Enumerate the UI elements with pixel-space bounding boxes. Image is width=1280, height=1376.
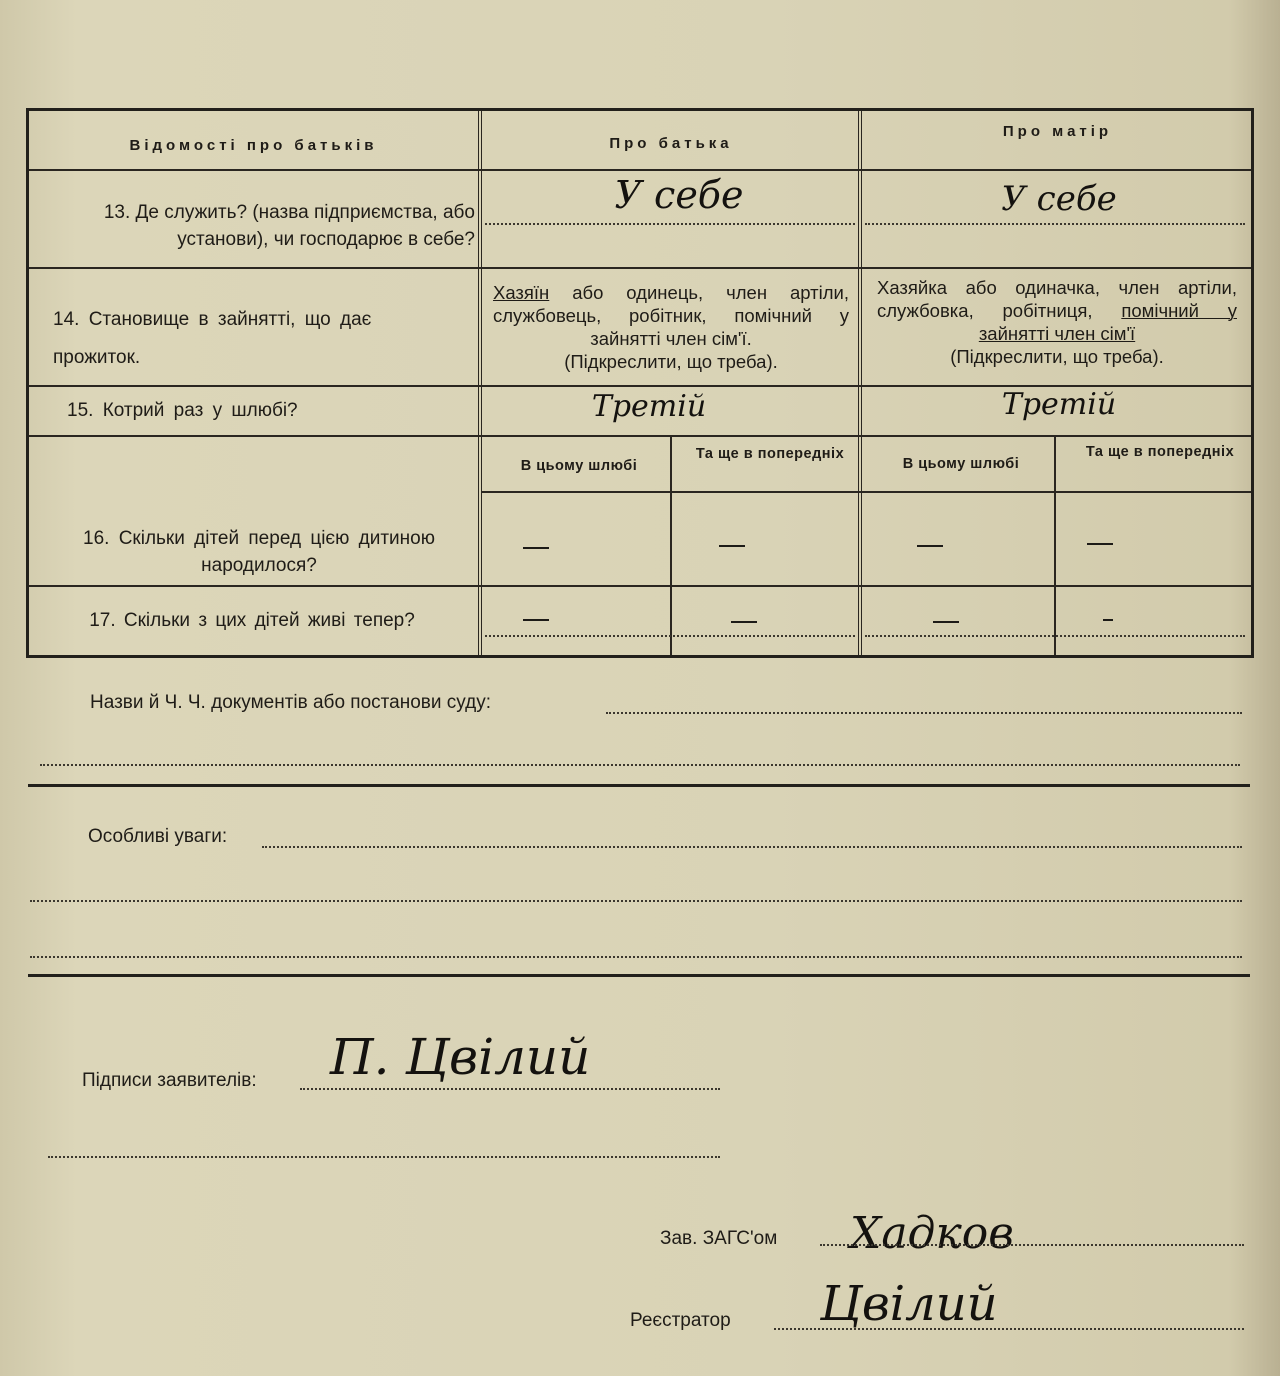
remarks-label: Особливі уваги: [88,826,228,847]
head-label: Зав. ЗАГС'ом [660,1228,778,1249]
row17-question: 17. Скільки з цих дітей живі тепер? [89,610,415,631]
row16-mother-previous: Та ще в попередніх [1085,444,1235,460]
header-parents-info: Відомості про батьків [129,137,378,154]
row16-mother-this-marriage: В цьому шлюбі [902,456,1020,472]
row14-mother-marked: помічний у зайнятті член сім'ї [978,300,1237,344]
row16-father-this-dash [523,547,549,549]
row13-mother-answer: У себе [1001,179,1117,219]
row16-father-previous: Та ще в попередніх [695,446,845,462]
row14-father-marked: Хазяїн [493,282,550,303]
registrar-signature: Цвілий [820,1276,998,1332]
row15-mother-answer: Третій [1001,387,1117,422]
row14-father-note: (Підкреслити, що треба). [564,351,778,372]
row17-mother-this-dash [933,621,959,623]
row16-father-this-marriage: В цьому шлюбі [520,458,638,474]
registrar-label: Реєстратор [630,1310,731,1331]
applicants-signatures-label: Підписи заявителів: [82,1070,257,1091]
row13-question: 13. Де служить? (назва підприємства, або установи), чи господарює в себе? [103,202,475,250]
row14-question: 14. Становище в зайнятті, що дає прожиток. [53,309,372,368]
row16-father-prev-dash [719,545,745,547]
documents-label: Назви й Ч. Ч. документів або постанови суду: [90,692,491,713]
row15-father-answer: Третій [591,389,707,424]
row15-question: 15. Котрий раз у шлюбі? [67,400,298,421]
applicants-signature: П. Цвілий [330,1028,591,1086]
row14-mother-note: (Підкреслити, що треба). [950,346,1164,367]
head-signature: Хадков [850,1208,1014,1259]
row17-father-this-dash [523,619,549,621]
row17-father-prev-dash [731,621,757,623]
header-father: Про батька [609,135,733,152]
header-mother: Про матір [1002,123,1113,140]
row16-question: 16. Скільки дітей перед цією дитиною народилося? [83,528,435,576]
row16-mother-prev-dash [1087,543,1113,545]
parents-info-table [26,108,1254,658]
row14-mother-options: Хазяйка або одиначка, член артіли, службовка, робітниця, помічний у зайнятті член сім'ї (Підкреслити, що треба). [877,277,1237,367]
row17-mother-prev-dash [1103,619,1113,621]
row14-father-options: Хазяїн або одинець, член артіли, службовець, робітник, помічний у зайнятті член сім'ї. (Підкреслити, що треба). [493,282,849,372]
row16-mother-this-dash [917,545,943,547]
row13-father-answer: У себе [614,173,744,217]
